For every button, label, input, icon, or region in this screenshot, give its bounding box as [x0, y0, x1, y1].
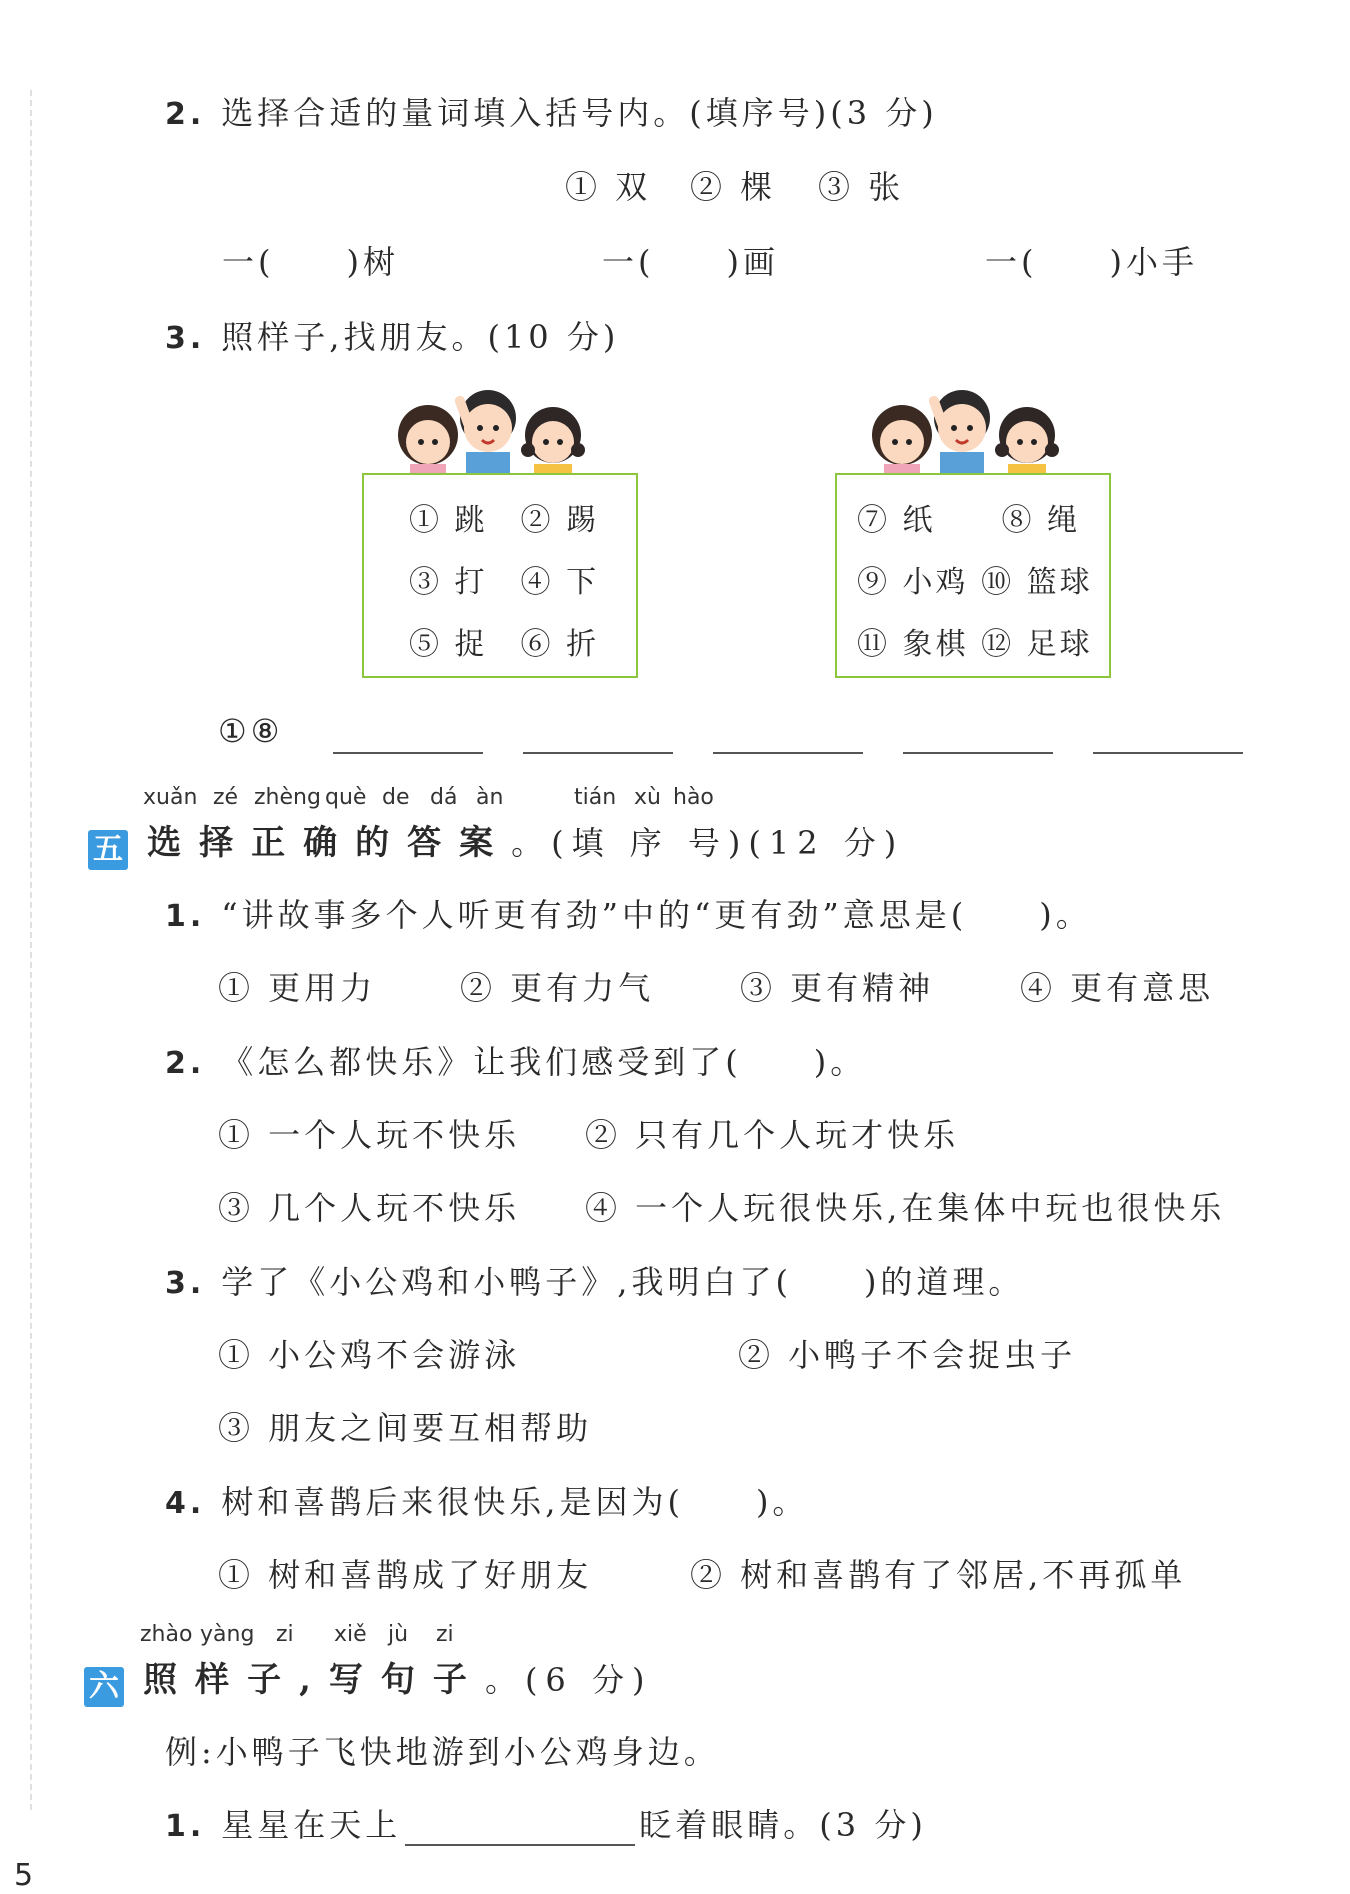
sec6-title-suffix: 。(6 分) [484, 1661, 653, 1699]
sec5-title-suffix: 。(填 序 号)(12 分) [511, 824, 905, 862]
pinyin-syllable: dá [430, 785, 458, 810]
answer-blank[interactable] [333, 752, 483, 754]
choice-option[interactable]: ③ 几个人玩不快乐 [218, 1189, 521, 1227]
choice-option[interactable]: ② 小鸭子不会捉虫子 [738, 1336, 1077, 1374]
choice-option[interactable]: ① 一个人玩不快乐 [218, 1116, 521, 1154]
pinyin-syllable: xuǎn [143, 785, 198, 810]
section-number-badge: 五 [88, 830, 128, 870]
sec6-q1 [165, 1800, 927, 1846]
pinyin-syllable: zhèng [254, 785, 321, 810]
children-illustration-right [862, 380, 1102, 480]
word-box-nouns-row: ⑦ 纸 ⑧ 绳 [857, 503, 1081, 538]
choice-option[interactable]: ① 树和喜鹊成了好朋友 [218, 1556, 593, 1594]
sec6-pinyin [0, 1622, 1350, 1652]
q2-item-2[interactable]: 一( )画 [602, 243, 779, 281]
sec5-q3 [165, 1257, 1024, 1303]
q2-option-3: ③ 张 [818, 168, 905, 206]
choice-option[interactable]: ① 更用力 [218, 969, 377, 1007]
question-text-after: 眨着眼睛。(3 分) [639, 1806, 927, 1844]
q2-option-1: ① 双 [565, 168, 652, 206]
word-box-nouns-row: ⑨ 小鸡 ⑩ 篮球 [857, 565, 1093, 600]
answer-blank[interactable] [1093, 752, 1243, 754]
pinyin-syllable: zi [276, 1622, 294, 1647]
sec5-heading [88, 815, 904, 870]
pinyin-syllable: tián [574, 785, 617, 810]
q3-prompt [165, 312, 619, 358]
choice-option[interactable]: ③ 朋友之间要互相帮助 [218, 1409, 593, 1447]
word-box-verbs-row: ③ 打 ④ 下 [409, 565, 600, 600]
choice-option[interactable]: ② 树和喜鹊有了邻居,不再孤单 [690, 1556, 1187, 1594]
answer-blank[interactable] [405, 1814, 635, 1846]
q2-option-2: ② 棵 [690, 168, 777, 206]
question-text-before: 星星在天上 [221, 1806, 402, 1844]
choice-option[interactable]: ② 更有力气 [460, 969, 655, 1007]
section-number-badge: 六 [84, 1667, 124, 1707]
answer-blank[interactable] [903, 752, 1053, 754]
question-number: 1. [165, 899, 206, 934]
q2-number: 2. [165, 97, 206, 132]
word-box-verbs-row: ① 跳 ② 踢 [409, 503, 600, 538]
word-box-verbs-row: ⑤ 捉 ⑥ 折 [409, 627, 600, 662]
q3-prompt-text: 照样子,找朋友。(10 分) [221, 318, 620, 356]
sec6-title: 照样子,写句子 [143, 1660, 485, 1700]
pinyin-syllable: què [325, 785, 367, 810]
choice-option[interactable]: ③ 更有精神 [740, 969, 935, 1007]
q3-number: 3. [165, 321, 206, 356]
word-box-nouns-row: ⑪ 象棋 ⑫ 足球 [857, 627, 1093, 662]
question-text: 学了《小公鸡和小鸭子》,我明白了( )的道理。 [221, 1263, 1025, 1301]
pinyin-syllable: zi [436, 1622, 454, 1647]
q3-example-answer: ①⑧ [218, 712, 284, 750]
sec5-pinyin [0, 785, 1350, 815]
sec6-heading [84, 1652, 652, 1707]
choice-option[interactable]: ④ 一个人玩很快乐,在集体中玩也很快乐 [585, 1189, 1226, 1227]
answer-blank[interactable] [523, 752, 673, 754]
pinyin-syllable: xiě [334, 1622, 367, 1647]
question-text: 《怎么都快乐》让我们感受到了( )。 [221, 1043, 867, 1081]
pinyin-syllable: zé [213, 785, 239, 810]
question-number: 2. [165, 1046, 206, 1081]
margin-guide [30, 90, 32, 1810]
pinyin-syllable: de [382, 785, 410, 810]
page-number: 5 [14, 1858, 34, 1893]
pinyin-syllable: jù [388, 1622, 409, 1647]
sec5-q1 [165, 890, 1092, 936]
q2-prompt [165, 88, 938, 134]
q2-item-3[interactable]: 一( )小手 [985, 243, 1198, 281]
choice-option[interactable]: ② 只有几个人玩才快乐 [585, 1116, 960, 1154]
q2-prompt-text: 选择合适的量词填入括号内。(填序号)(3 分) [221, 94, 938, 132]
question-text: 树和喜鹊后来很快乐,是因为( )。 [221, 1483, 809, 1521]
pinyin-syllable: àn [476, 785, 504, 810]
pinyin-syllable: zhào [140, 1622, 193, 1647]
word-box-verbs [362, 473, 638, 678]
sec5-title: 选择正确的答案 [147, 823, 512, 863]
choice-option[interactable]: ④ 更有意思 [1020, 969, 1215, 1007]
children-illustration-left [388, 380, 628, 480]
sec5-q2 [165, 1037, 866, 1083]
answer-blank[interactable] [713, 752, 863, 754]
question-number: 3. [165, 1266, 206, 1301]
question-text: “讲故事多个人听更有劲”中的“更有劲”意思是( )。 [221, 896, 1092, 934]
q2-item-1[interactable]: 一( )树 [222, 243, 399, 281]
choice-option[interactable]: ① 小公鸡不会游泳 [218, 1336, 521, 1374]
pinyin-syllable: xù [634, 785, 661, 810]
pinyin-syllable: hào [673, 785, 714, 810]
sec6-example: 例:小鸭子飞快地游到小公鸡身边。 [165, 1733, 720, 1771]
question-number: 1. [165, 1809, 206, 1844]
pinyin-syllable: yàng [200, 1622, 255, 1647]
sec5-q4 [165, 1477, 808, 1523]
question-number: 4. [165, 1486, 206, 1521]
word-box-nouns [835, 473, 1111, 678]
